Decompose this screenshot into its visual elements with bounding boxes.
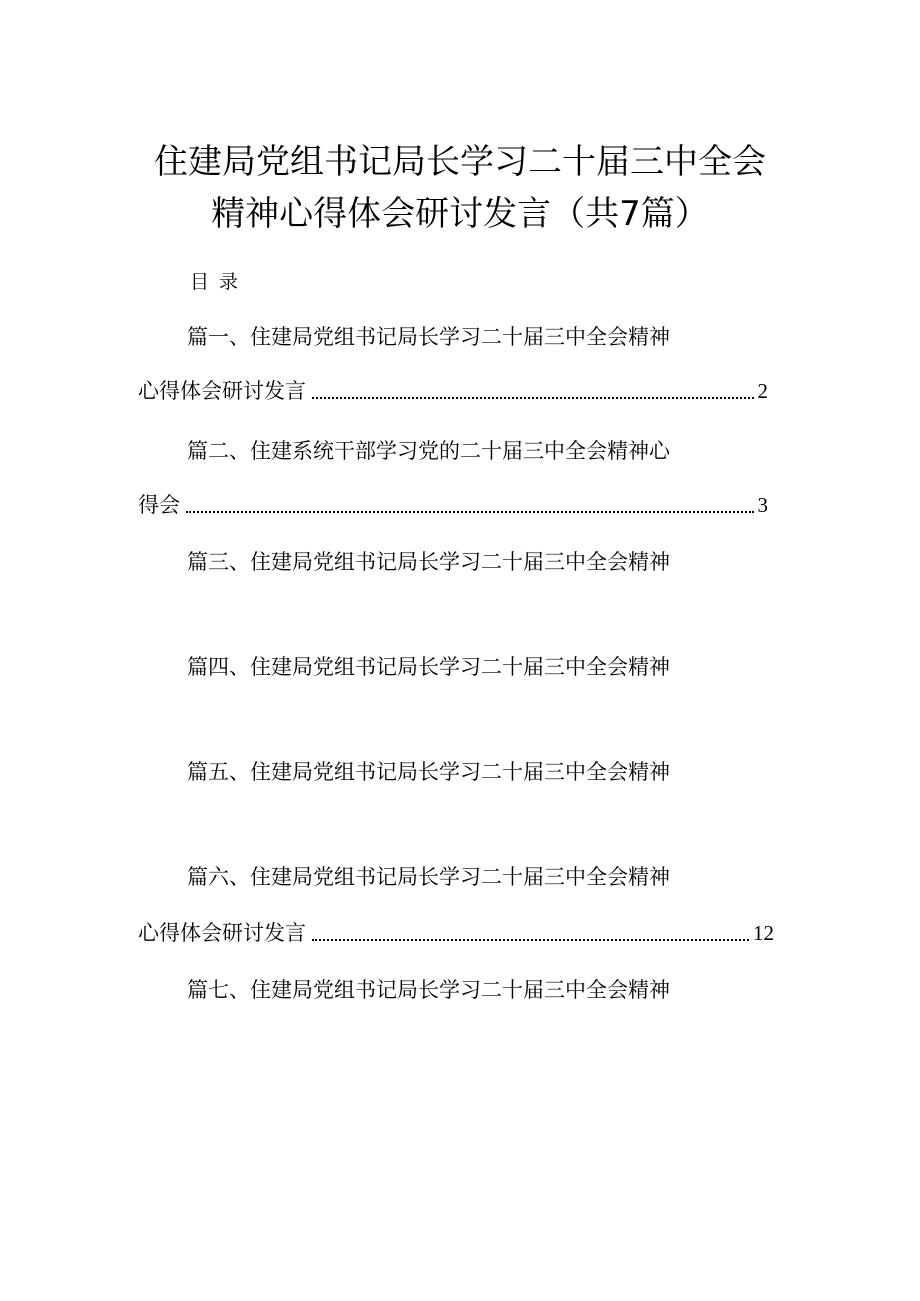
toc-entry-1-continuation (138, 376, 768, 406)
toc-entry-4-title: 篇四、住建局党组书记局长学习二十届三中全会精神 (187, 655, 670, 679)
toc-entry-6-continuation (138, 918, 774, 948)
toc-entry-2-continuation (138, 490, 768, 520)
toc-entry-6-title: 篇六、住建局党组书记局长学习二十届三中全会精神 (187, 865, 670, 889)
toc-entry-2-page: 3 (757, 493, 768, 517)
dot-leader (312, 939, 749, 941)
toc-entry-7-title: 篇七、住建局党组书记局长学习二十届三中全会精神 (187, 978, 670, 1002)
toc-entry-2-title: 篇二、住建系统干部学习党的二十届三中全会精神心 (187, 439, 670, 463)
toc-entry-3-title: 篇三、住建局党组书记局长学习二十届三中全会精神 (187, 550, 670, 574)
toc-entry-1-title-cont: 心得体会研讨发言 (138, 379, 306, 403)
toc-entry-6-page: 12 (753, 921, 774, 945)
toc-entry-2-title-cont: 得会 (138, 493, 180, 517)
toc-entry-1-page: 2 (757, 379, 768, 403)
title-line-2: 精神心得体会研讨发言（共7篇） (211, 194, 709, 234)
toc-entry-1-title: 篇一、住建局党组书记局长学习二十届三中全会精神 (187, 325, 670, 349)
title-line-1: 住建局党组书记局长学习二十届三中全会 (154, 142, 766, 182)
toc-entry-6-title-cont: 心得体会研讨发言 (138, 921, 306, 945)
dot-leader (312, 397, 754, 399)
toc-entry-5-title: 篇五、住建局党组书记局长学习二十届三中全会精神 (187, 760, 670, 784)
dot-leader (186, 511, 754, 513)
toc-heading: 目 录 (190, 271, 241, 293)
